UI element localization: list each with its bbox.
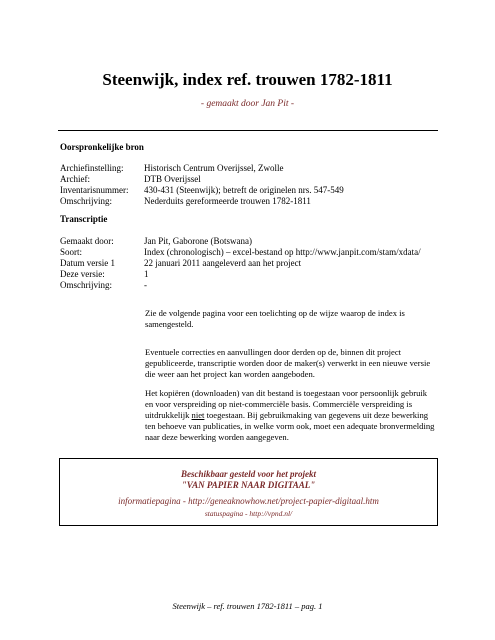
paragraph-kopieren-part-a: Het kopiëren (downloaden) van dit bestand is toegestaan voor persoonlijk gebruik en voor verspreiding op niet-commerciële basis. Commerciële verspreiding is uitdrukkelijk bbox=[145, 388, 428, 420]
row-value: DTB Overijssel bbox=[144, 174, 201, 184]
row-label: Omschrijving: bbox=[60, 280, 112, 290]
section-heading-bron: Oorspronkelijke bron bbox=[60, 142, 144, 152]
row-value: Jan Pit, Gaborone (Botswana) bbox=[144, 236, 252, 246]
row-value: 430-431 (Steenwijk); betreft de originelen nrs. 547-549 bbox=[144, 185, 344, 195]
page-title: Steenwijk, index ref. trouwen 1782-1811 bbox=[102, 70, 393, 89]
section-heading-transcriptie: Transcriptie bbox=[60, 214, 108, 224]
paragraph-kopieren bbox=[145, 388, 435, 443]
row-value: Nederduits gereformeerde trouwen 1782-1811 bbox=[144, 196, 311, 206]
page-subtitle: - gemaakt door Jan Pit - bbox=[200, 99, 295, 109]
project-box-heading: Beschikbaar gesteld voor het projekt bbox=[181, 469, 316, 479]
project-box-project-name: "VAN PAPIER NAAR DIGITAAL" bbox=[181, 480, 316, 490]
paragraph-kopieren-part-b: toegestaan. Bij gebruikmaking van gegevens uit deze bewerking ten behoeve van publicaties, in welke vorm ook, moet een adequate bronvermelding naar deze bewerking worden aangegeven. bbox=[145, 410, 435, 442]
paragraph-kopieren-underlined: niet bbox=[191, 410, 205, 420]
row-value: 22 januari 2011 aangeleverd aan het project bbox=[144, 258, 302, 268]
row-value: - bbox=[144, 280, 147, 290]
row-label: Inventarisnummer: bbox=[60, 185, 129, 195]
row-label: Omschrijving: bbox=[60, 196, 112, 206]
row-label: Deze versie: bbox=[60, 269, 105, 279]
project-info-box bbox=[59, 458, 438, 526]
project-box-info-link[interactable]: informatiepagina - http://geneaknowhow.net/project-papier-digitaal.htm bbox=[118, 496, 379, 506]
row-label: Gemaakt door: bbox=[60, 236, 114, 246]
row-label: Archief: bbox=[60, 174, 90, 184]
horizontal-rule bbox=[58, 130, 438, 131]
page-footer: Steenwijk – ref. trouwen 1782-1811 – pag. 1 bbox=[172, 601, 323, 611]
paragraph-correcties: Eventuele correcties en aanvullingen door derden op de, binnen dit project gepubliceerde, transcriptie worden door de maker(s) verwerkt in een nieuwe versie die weer aan het project kan worden aangeboden. bbox=[145, 347, 431, 379]
row-value: 1 bbox=[144, 269, 149, 279]
row-value: Index (chronologisch) – excel-bestand op http://www.janpit.com/stam/xdata/ bbox=[144, 247, 421, 257]
row-label: Archiefinstelling: bbox=[60, 163, 124, 173]
row-value: Historisch Centrum Overijssel, Zwolle bbox=[144, 163, 284, 173]
row-label: Soort: bbox=[60, 247, 83, 257]
row-label: Datum versie 1 bbox=[60, 258, 115, 268]
project-box-status-link[interactable]: statuspagina - http://vpnd.nl/ bbox=[204, 509, 293, 518]
paragraph-toelichting: Zie de volgende pagina voor een toelichting op de wijze waarop de index is samengesteld. bbox=[145, 308, 405, 329]
